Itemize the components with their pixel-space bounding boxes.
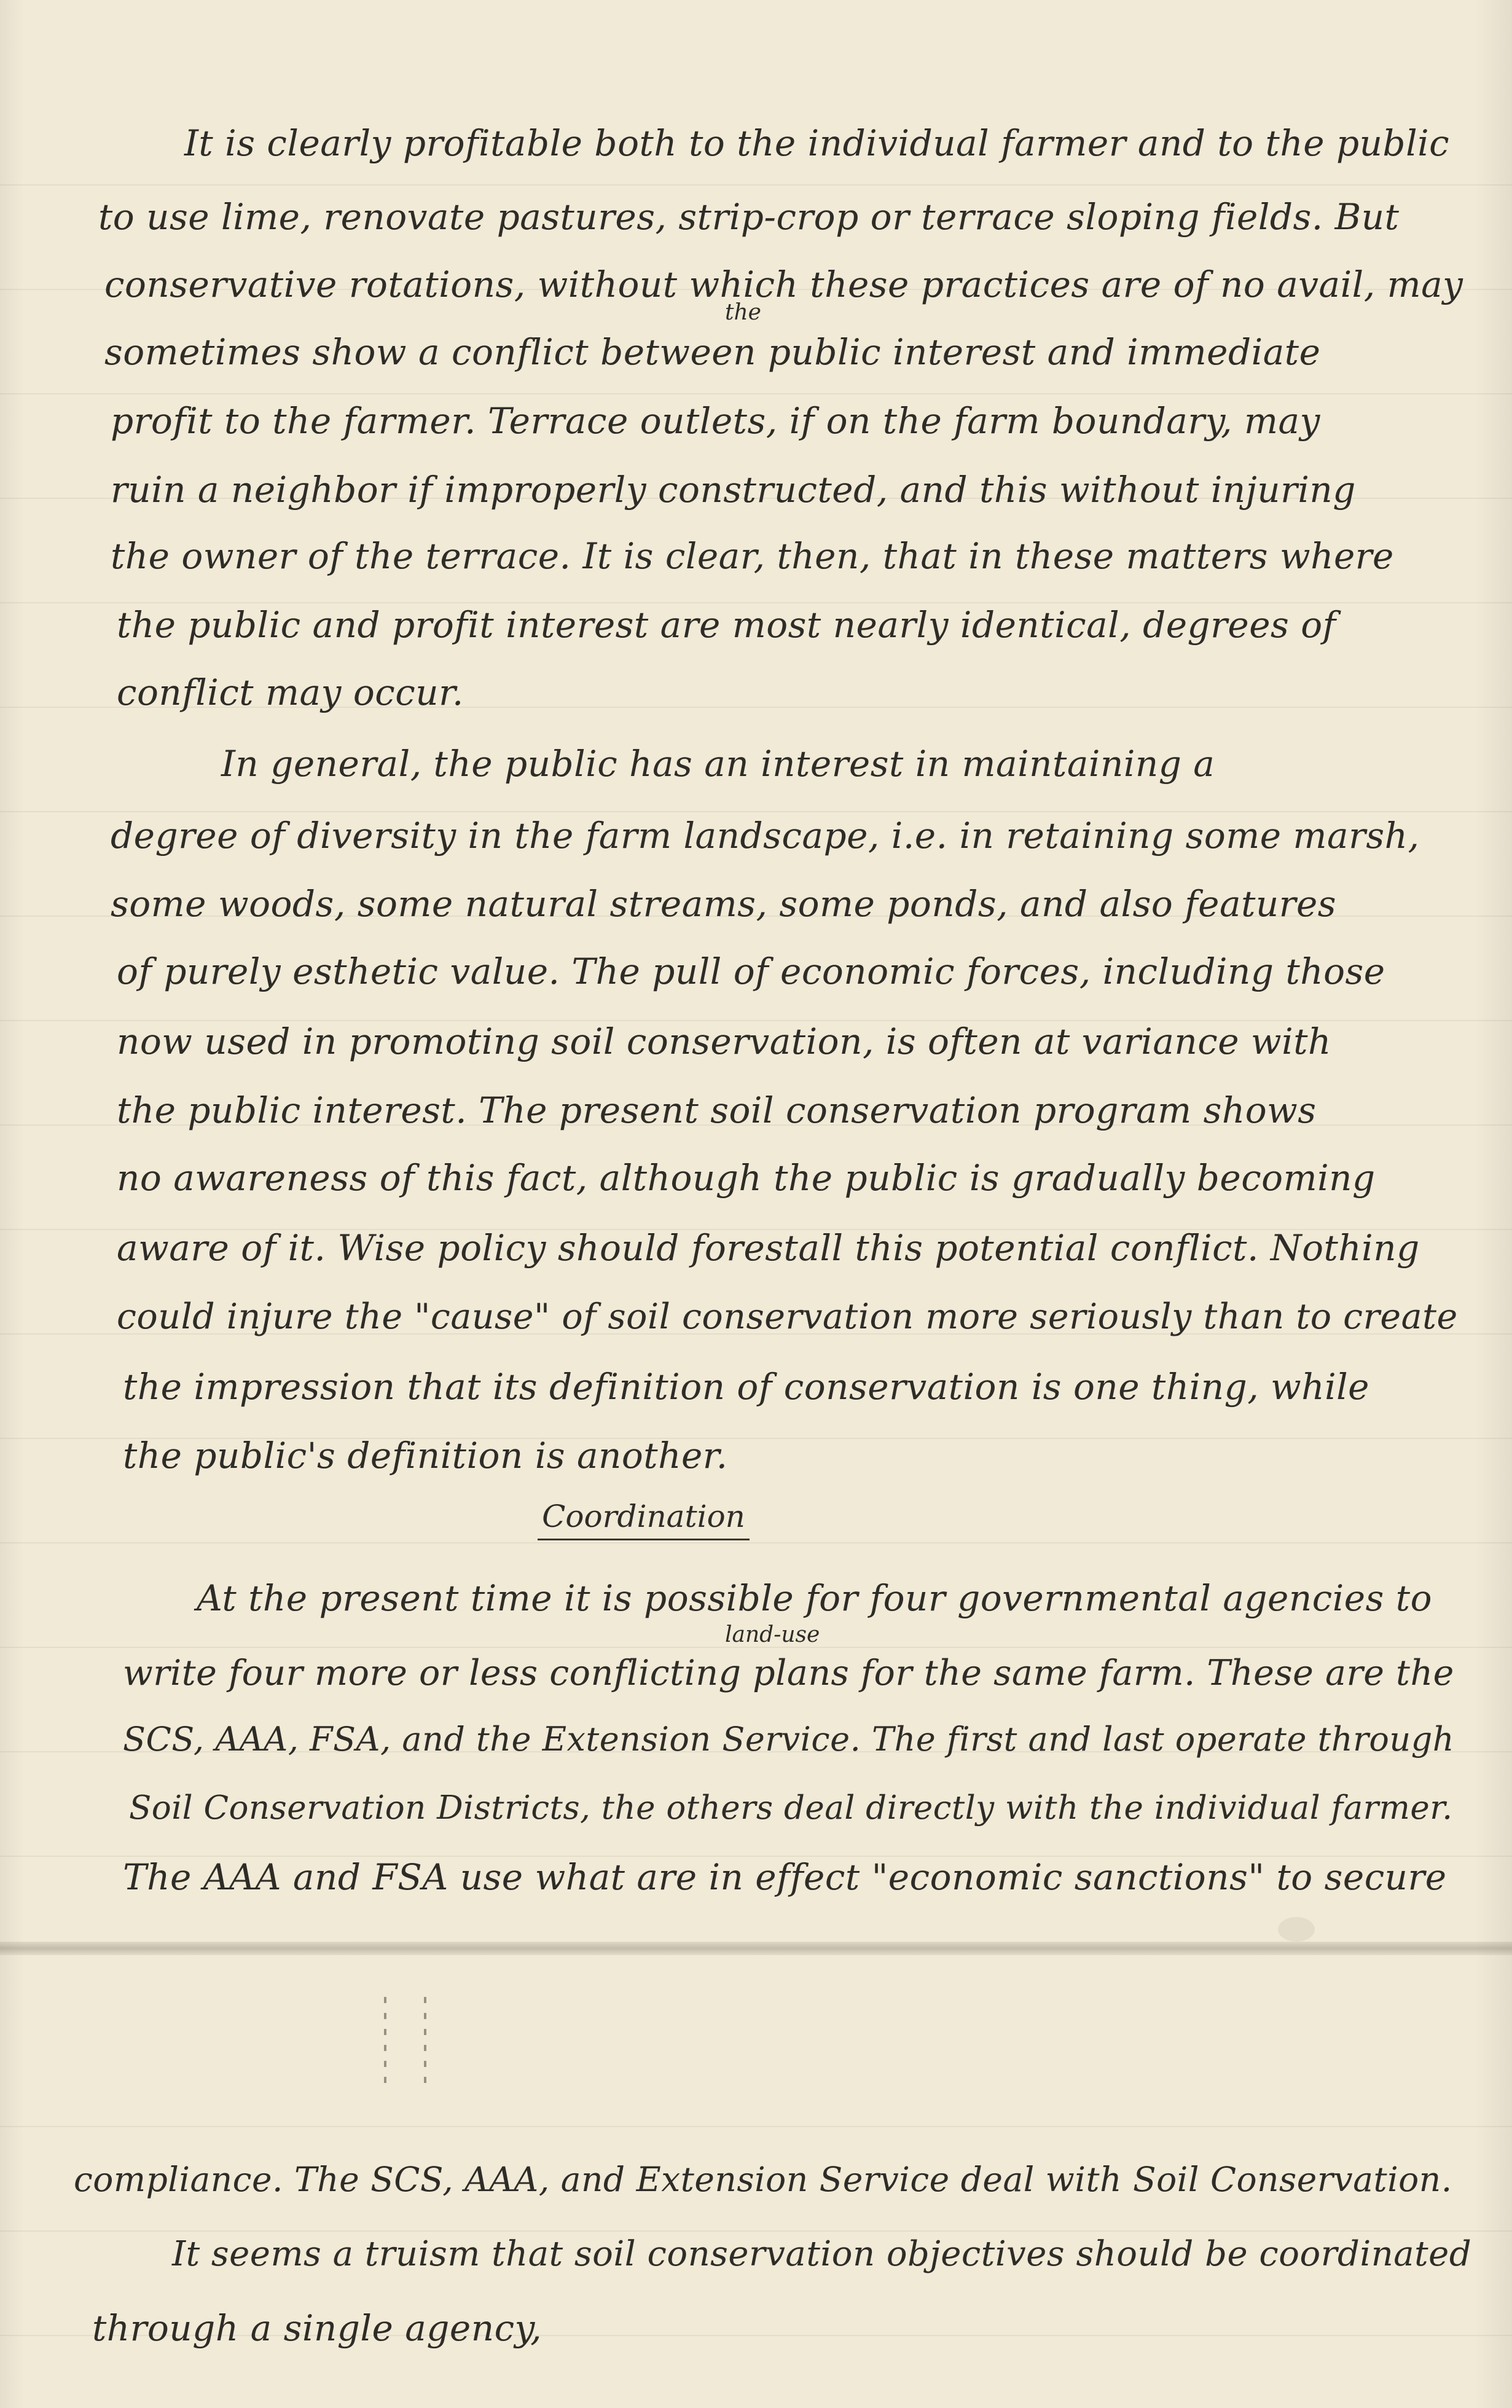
text-line: sometimes show a conflict between public interest and immediate <box>104 331 1321 373</box>
text-line: now used in promoting soil conservation, is often at variance with <box>117 1021 1331 1062</box>
insertion-the: the <box>725 300 761 325</box>
text-line: It is clearly profitable both to the individual farmer and to the public <box>184 122 1450 164</box>
text-line: could injure the "cause" of soil conservation more seriously than to create <box>117 1296 1458 1337</box>
text-line: the public's definition is another. <box>123 1435 728 1477</box>
text-line: compliance. The SCS, AAA, and Extension Service deal with Soil Conservation. <box>74 2160 1452 2199</box>
paper-rule <box>0 811 1512 812</box>
text-line: ruin a neighbor if improperly constructed, and this without injuring <box>111 469 1356 511</box>
paper-rule <box>0 393 1512 394</box>
text-line: conservative rotations, without which these practices are of no avail, may <box>104 264 1463 305</box>
text-line: In general, the public has an interest in maintaining a <box>221 743 1215 785</box>
text-line: to use lime, renovate pastures, strip-crop or terrace sloping fields. But <box>98 196 1400 238</box>
text-line: profit to the farmer. Terrace outlets, if on the farm boundary, may <box>111 400 1320 442</box>
text-line: SCS, AAA, FSA, and the Extension Service. The first and last operate through <box>123 1720 1455 1759</box>
text-line: the public and profit interest are most nearly identical, degrees of <box>117 604 1336 646</box>
text-line: The AAA and FSA use what are in effect "economic sanctions" to secure <box>123 1856 1447 1898</box>
text-line: no awareness of this fact, although the public is gradually becoming <box>117 1157 1376 1199</box>
text-line: of purely esthetic value. The pull of economic forces, including those <box>117 951 1385 992</box>
text-line: degree of diversity in the farm landscape, i.e. in retaining some marsh, <box>111 815 1420 857</box>
paper-fold <box>0 1942 1512 1955</box>
text-line: the public interest. The present soil conservation program shows <box>117 1089 1317 1131</box>
text-line: aware of it. Wise policy should forestall this potential conflict. Nothing <box>117 1227 1420 1269</box>
paper-rule <box>0 184 1512 186</box>
pin-holes <box>424 1997 426 2089</box>
pin-holes <box>384 1997 386 2089</box>
text-line: the owner of the terrace. It is clear, then, that in these matters where <box>111 535 1394 577</box>
text-line: through a single agency, <box>92 2307 543 2349</box>
text-line: write four more or less conflicting plans for the same farm. These are the <box>123 1653 1454 1693</box>
text-line: At the present time it is possible for four governmental agencies to <box>197 1577 1433 1619</box>
text-line: conflict may occur. <box>117 672 464 713</box>
text-line: some woods, some natural streams, some ponds, and also features <box>111 883 1337 925</box>
paper-rule <box>0 2126 1512 2127</box>
text-line: Soil Conservation Districts, the others deal directly with the individual farmer. <box>129 1789 1453 1827</box>
text-line: the impression that its definition of conservation is one thing, while <box>123 1366 1370 1408</box>
paper-rule <box>0 2230 1512 2232</box>
text-line: It seems a truism that soil conservation objectives should be coordinated <box>172 2234 1472 2274</box>
paper-rule <box>0 1542 1512 1543</box>
insertion-land-use: land-use <box>725 1622 820 1647</box>
paper-stain <box>1278 1917 1315 1942</box>
section-heading: Coordination <box>538 1498 750 1540</box>
